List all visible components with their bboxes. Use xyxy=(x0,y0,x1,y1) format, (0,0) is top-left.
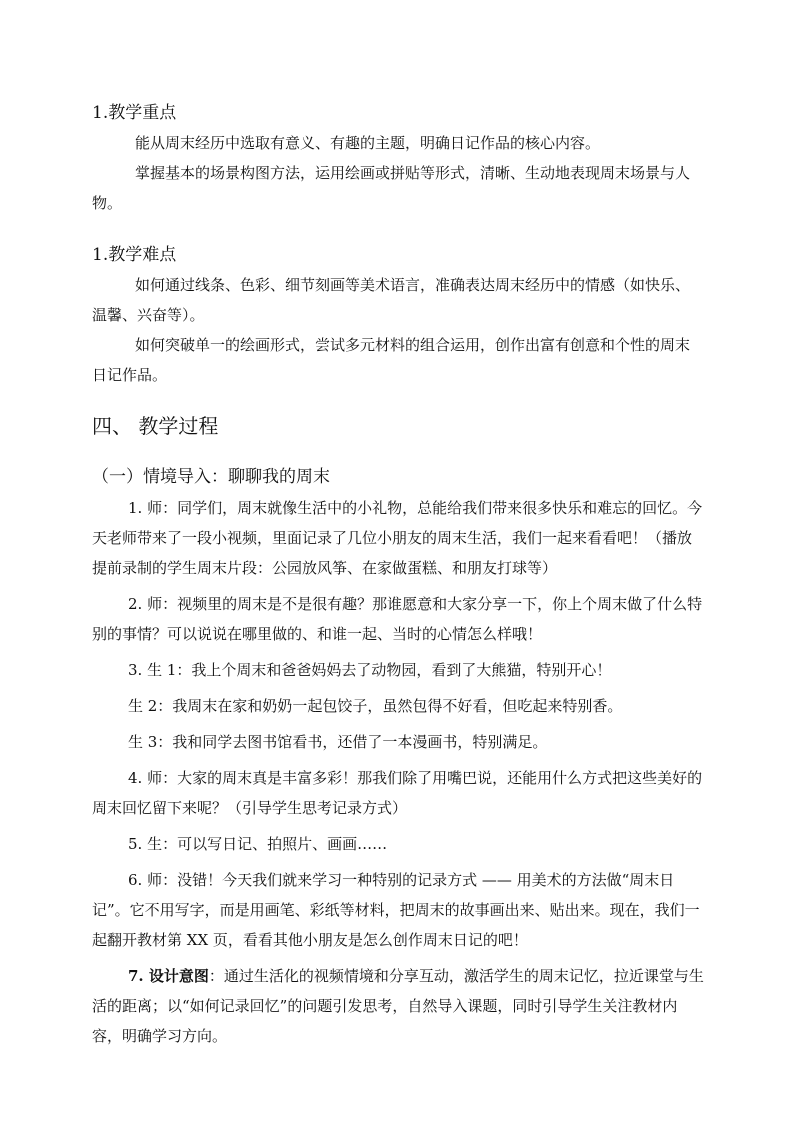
process-item-7: 5. 生：可以写日记、拍照片、画画…… xyxy=(128,835,388,853)
key-point-2: 掌握基本的场景构图方法，运用绘画或拼贴等形式，清晰、生动地表现周末场景与人物。 xyxy=(92,164,691,212)
process-body xyxy=(92,493,704,1051)
design-intent-text: 通过生活化的视频情境和分享互动，激活学生的周末记忆，拉近课堂与生活的距离；以“如何记录回忆”的问题引发思考，自然导入课题，同时引导学生关注教材内容，明确学习方向。 xyxy=(92,967,704,1045)
design-intent xyxy=(92,961,704,1051)
key-points-body xyxy=(92,128,704,218)
process-item-2: 2. 师：视频里的周末是不是很有趣？那谁愿意和大家分享一下，你上个周末做了什么特别的事情？可以说说在哪里做的、和谁一起、当时的心情怎么样哦！ xyxy=(92,595,703,643)
design-intent-colon: ： xyxy=(208,967,224,985)
process-item-5: 生 3：我和同学去图书馆看书，还借了一本漫画书，特别满足。 xyxy=(128,733,548,751)
process-item-6: 4. 师：大家的周末真是丰富多彩！那我们除了用嘴巴说，还能用什么方式把这些美好的周末回忆留下来呢？（引导学生思考记录方式） xyxy=(92,769,703,817)
key-points-heading: 1.教学重点 xyxy=(92,103,177,123)
difficulty-2: 如何突破单一的绘画形式，尝试多元材料的组合运用，创作出富有创意和个性的周末日记作品。 xyxy=(92,336,691,384)
key-point-1: 能从周末经历中选取有意义、有趣的主题，明确日记作品的核心内容。 xyxy=(135,134,601,152)
process-item-3: 3. 生 1：我上个周末和爸爸妈妈去了动物园，看到了大熊猫，特别开心！ xyxy=(128,661,612,679)
design-intent-label: 7. 设计意图 xyxy=(128,967,209,985)
difficulties-heading: 1.教学难点 xyxy=(92,245,177,265)
process-heading: 四、 教学过程 xyxy=(92,414,219,438)
difficulty-1: 如何通过线条、色彩、细节刻画等美术语言，准确表达周末经历中的情感（如快乐、温馨、兴奋等）。 xyxy=(92,276,691,324)
process-item-4: 生 2：我周末在家和奶奶一起包饺子，虽然包得不好看，但吃起来特别香。 xyxy=(128,697,623,715)
process-item-1: 1. 师：同学们，周末就像生活中的小礼物，总能给我们带来很多快乐和难忘的回忆。今天老师带来了一段小视频，里面记录了几位小朋友的周末生活，我们一起来看看吧！（播放提前录制的学生周末片段：公园放风筝、在家做蛋糕、和朋友打球等） xyxy=(92,499,703,577)
process-subheading: （一）情境导入：聊聊我的周末 xyxy=(92,467,330,487)
difficulties-body xyxy=(92,270,704,390)
process-item-8: 6. 师：没错！今天我们就来学习一种特别的记录方式 —— 用美术的方法做“周末日记”。它不用写字，而是用画笔、彩纸等材料，把周末的故事画出来、贴出来。现在，我们一起翻开教材第 XX 页，看看其他小朋友是怎么创作周末日记的吧！ xyxy=(92,871,700,949)
